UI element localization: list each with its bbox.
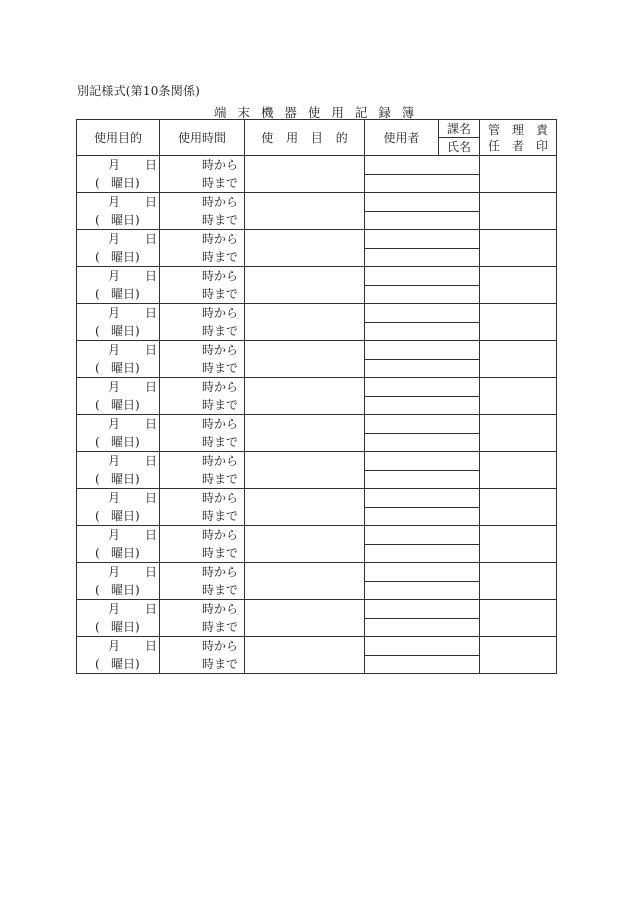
date-cell[interactable] — [77, 563, 160, 600]
time-from-label: 時から — [201, 158, 238, 172]
date-cell[interactable] — [77, 452, 160, 489]
purpose-cell[interactable] — [245, 304, 365, 341]
date-month-day-line — [77, 526, 159, 544]
date-cell[interactable] — [77, 415, 160, 452]
weekday-label: 曜日) — [111, 213, 140, 227]
day-label: 日 — [145, 528, 158, 542]
manager-seal-cell[interactable] — [480, 341, 557, 378]
time-to-label: 時まで — [201, 435, 238, 449]
date-cell[interactable] — [77, 267, 160, 304]
date-weekday-line — [77, 322, 159, 340]
weekday-label: 曜日) — [111, 657, 140, 671]
weekday-paren-open: ( — [95, 324, 100, 338]
form-title: 端 末 機 器 使 用 記 録 簿 — [214, 105, 415, 120]
user-dept-cell[interactable] — [365, 267, 480, 286]
table-row — [77, 156, 557, 175]
weekday-paren-open: ( — [95, 657, 100, 671]
table-row — [77, 193, 557, 212]
date-month-day-line — [77, 489, 159, 507]
time-from-label: 時から — [201, 565, 238, 579]
user-name-cell[interactable] — [365, 507, 480, 526]
month-label: 月 — [108, 306, 121, 320]
month-label: 月 — [108, 380, 121, 394]
time-cell[interactable] — [160, 378, 245, 415]
user-name-cell[interactable] — [365, 655, 480, 674]
user-dept-cell[interactable] — [365, 526, 480, 545]
weekday-paren-open: ( — [95, 287, 100, 301]
month-label: 月 — [108, 639, 121, 653]
weekday-label: 曜日) — [111, 620, 140, 634]
day-label: 日 — [145, 454, 158, 468]
time-cell[interactable] — [160, 489, 245, 526]
weekday-paren-open: ( — [95, 583, 100, 597]
time-to-label: 時まで — [201, 213, 238, 227]
purpose-cell[interactable] — [245, 415, 365, 452]
day-label: 日 — [145, 306, 158, 320]
weekday-label: 曜日) — [111, 324, 140, 338]
time-from-label: 時から — [201, 380, 238, 394]
time-cell[interactable] — [160, 563, 245, 600]
day-label: 日 — [145, 417, 158, 431]
date-cell[interactable] — [77, 637, 160, 674]
user-dept-cell[interactable] — [365, 341, 480, 360]
month-label: 月 — [108, 602, 121, 616]
header-purpose: 使 用 目 的 — [245, 120, 365, 156]
table-row — [77, 230, 557, 249]
user-dept-cell[interactable] — [365, 193, 480, 212]
time-to-label: 時まで — [201, 250, 238, 264]
user-dept-cell[interactable] — [365, 600, 480, 619]
manager-seal-cell[interactable] — [480, 563, 557, 600]
weekday-label: 曜日) — [111, 509, 140, 523]
purpose-cell[interactable] — [245, 341, 365, 378]
date-cell[interactable] — [77, 193, 160, 230]
weekday-label: 曜日) — [111, 435, 140, 449]
day-label: 日 — [145, 232, 158, 246]
table-row — [77, 489, 557, 508]
time-to-label: 時まで — [201, 176, 238, 190]
time-to-label: 時まで — [201, 287, 238, 301]
time-from-label: 時から — [201, 269, 238, 283]
table-row — [77, 415, 557, 434]
day-label: 日 — [145, 343, 158, 357]
purpose-cell[interactable] — [245, 193, 365, 230]
table-row — [77, 304, 557, 323]
weekday-label: 曜日) — [111, 361, 140, 375]
purpose-cell[interactable] — [245, 378, 365, 415]
user-name-cell[interactable] — [365, 359, 480, 378]
date-weekday-line — [77, 396, 159, 414]
time-from-label: 時から — [201, 195, 238, 209]
form-label: 別記様式(第10条関係) — [77, 84, 201, 98]
table-row — [77, 563, 557, 582]
date-weekday-line — [77, 359, 159, 377]
manager-seal-cell[interactable] — [480, 304, 557, 341]
time-to-label: 時まで — [201, 509, 238, 523]
time-cell[interactable] — [160, 193, 245, 230]
header-manager-line-1: 管 理 責 — [488, 122, 548, 137]
header-name: 氏名 — [439, 138, 480, 156]
manager-seal-cell[interactable] — [480, 156, 557, 193]
month-label: 月 — [108, 491, 121, 505]
user-name-cell[interactable] — [365, 174, 480, 193]
month-label: 月 — [108, 195, 121, 209]
month-label: 月 — [108, 528, 121, 542]
manager-seal-cell[interactable] — [480, 489, 557, 526]
date-month-day-line — [77, 230, 159, 248]
user-dept-cell[interactable] — [365, 230, 480, 249]
table-row — [77, 341, 557, 360]
time-cell[interactable] — [160, 156, 245, 193]
time-to-label: 時まで — [201, 546, 238, 560]
date-weekday-line — [77, 581, 159, 599]
weekday-paren-open: ( — [95, 176, 100, 190]
date-cell[interactable] — [77, 304, 160, 341]
header-dept: 課名 — [439, 120, 480, 138]
day-label: 日 — [145, 639, 158, 653]
month-label: 月 — [108, 343, 121, 357]
purpose-cell[interactable] — [245, 230, 365, 267]
header-user: 使用者 — [365, 120, 439, 156]
date-weekday-line — [77, 248, 159, 266]
table-row — [77, 637, 557, 656]
purpose-cell[interactable] — [245, 526, 365, 563]
time-from-label: 時から — [201, 343, 238, 357]
month-label: 月 — [108, 269, 121, 283]
day-label: 日 — [145, 380, 158, 394]
weekday-paren-open: ( — [95, 509, 100, 523]
date-cell[interactable] — [77, 156, 160, 193]
date-weekday-line — [77, 285, 159, 303]
date-weekday-line — [77, 544, 159, 562]
user-dept-cell[interactable] — [365, 415, 480, 434]
date-weekday-line — [77, 174, 159, 192]
time-from-label: 時から — [201, 306, 238, 320]
table-row — [77, 378, 557, 397]
date-month-day-line — [77, 600, 159, 618]
date-cell[interactable] — [77, 489, 160, 526]
user-dept-cell[interactable] — [365, 156, 480, 175]
weekday-paren-open: ( — [95, 620, 100, 634]
manager-seal-cell[interactable] — [480, 230, 557, 267]
time-from-label: 時から — [201, 602, 238, 616]
date-month-day-line — [77, 563, 159, 581]
time-cell[interactable] — [160, 304, 245, 341]
date-cell[interactable] — [77, 230, 160, 267]
time-to-label: 時まで — [201, 657, 238, 671]
weekday-label: 曜日) — [111, 583, 140, 597]
date-month-day-line — [77, 378, 159, 396]
weekday-label: 曜日) — [111, 472, 140, 486]
table-row — [77, 526, 557, 545]
time-from-label: 時から — [201, 491, 238, 505]
header-manager-line-2: 任 者 印 — [488, 138, 548, 153]
table-row — [77, 267, 557, 286]
date-month-day-line — [77, 193, 159, 211]
month-label: 月 — [108, 417, 121, 431]
date-month-day-line — [77, 415, 159, 433]
time-to-label: 時まで — [201, 398, 238, 412]
time-cell[interactable] — [160, 230, 245, 267]
user-dept-cell[interactable] — [365, 489, 480, 508]
month-label: 月 — [108, 232, 121, 246]
manager-seal-cell[interactable] — [480, 452, 557, 489]
day-label: 日 — [145, 602, 158, 616]
day-label: 日 — [145, 195, 158, 209]
header-time: 使用時間 — [160, 120, 245, 156]
user-name-cell[interactable] — [365, 581, 480, 600]
time-cell[interactable] — [160, 341, 245, 378]
user-dept-cell[interactable] — [365, 452, 480, 471]
time-cell[interactable] — [160, 267, 245, 304]
log-body — [77, 156, 557, 674]
month-label: 月 — [108, 454, 121, 468]
time-from-label: 時から — [201, 417, 238, 431]
user-name-cell[interactable] — [365, 618, 480, 637]
weekday-label: 曜日) — [111, 250, 140, 264]
purpose-cell[interactable] — [245, 600, 365, 637]
time-cell[interactable] — [160, 637, 245, 674]
weekday-label: 曜日) — [111, 176, 140, 190]
time-from-label: 時から — [201, 639, 238, 653]
time-from-label: 時から — [201, 528, 238, 542]
date-month-day-line — [77, 267, 159, 285]
user-name-cell[interactable] — [365, 322, 480, 341]
purpose-cell[interactable] — [245, 452, 365, 489]
purpose-cell[interactable] — [245, 267, 365, 304]
day-label: 日 — [145, 158, 158, 172]
purpose-cell[interactable] — [245, 156, 365, 193]
manager-seal-cell[interactable] — [480, 526, 557, 563]
header-manager-seal — [480, 120, 557, 156]
user-name-cell[interactable] — [365, 470, 480, 489]
date-month-day-line — [77, 156, 159, 174]
date-cell[interactable] — [77, 526, 160, 563]
user-name-cell[interactable] — [365, 285, 480, 304]
day-label: 日 — [145, 269, 158, 283]
manager-seal-cell[interactable] — [480, 193, 557, 230]
weekday-paren-open: ( — [95, 435, 100, 449]
usage-log-table — [76, 119, 557, 674]
weekday-paren-open: ( — [95, 546, 100, 560]
date-month-day-line — [77, 452, 159, 470]
time-to-label: 時まで — [201, 361, 238, 375]
manager-seal-cell[interactable] — [480, 267, 557, 304]
date-month-day-line — [77, 341, 159, 359]
purpose-cell[interactable] — [245, 637, 365, 674]
date-weekday-line — [77, 470, 159, 488]
time-to-label: 時まで — [201, 620, 238, 634]
purpose-cell[interactable] — [245, 563, 365, 600]
month-label: 月 — [108, 565, 121, 579]
date-cell[interactable] — [77, 378, 160, 415]
weekday-label: 曜日) — [111, 398, 140, 412]
time-cell[interactable] — [160, 415, 245, 452]
user-dept-cell[interactable] — [365, 563, 480, 582]
weekday-label: 曜日) — [111, 287, 140, 301]
weekday-label: 曜日) — [111, 546, 140, 560]
user-dept-cell[interactable] — [365, 304, 480, 323]
weekday-paren-open: ( — [95, 250, 100, 264]
time-to-label: 時まで — [201, 472, 238, 486]
date-weekday-line — [77, 433, 159, 451]
manager-seal-cell[interactable] — [480, 415, 557, 452]
time-cell[interactable] — [160, 452, 245, 489]
user-dept-cell[interactable] — [365, 378, 480, 397]
date-cell[interactable] — [77, 600, 160, 637]
user-name-cell[interactable] — [365, 433, 480, 452]
header-date: 使用目的 — [77, 120, 160, 156]
date-weekday-line — [77, 211, 159, 229]
weekday-paren-open: ( — [95, 213, 100, 227]
time-from-label: 時から — [201, 454, 238, 468]
date-cell[interactable] — [77, 341, 160, 378]
table-row — [77, 600, 557, 619]
manager-seal-cell[interactable] — [480, 637, 557, 674]
date-weekday-line — [77, 507, 159, 525]
time-to-label: 時まで — [201, 324, 238, 338]
manager-seal-cell[interactable] — [480, 378, 557, 415]
day-label: 日 — [145, 491, 158, 505]
manager-seal-cell[interactable] — [480, 600, 557, 637]
date-weekday-line — [77, 655, 159, 673]
user-name-cell[interactable] — [365, 396, 480, 415]
date-weekday-line — [77, 618, 159, 636]
weekday-paren-open: ( — [95, 361, 100, 375]
time-to-label: 時まで — [201, 583, 238, 597]
date-month-day-line — [77, 637, 159, 655]
user-name-cell[interactable] — [365, 211, 480, 230]
table-row — [77, 452, 557, 471]
time-cell[interactable] — [160, 600, 245, 637]
time-cell[interactable] — [160, 526, 245, 563]
time-from-label: 時から — [201, 232, 238, 246]
weekday-paren-open: ( — [95, 472, 100, 486]
purpose-cell[interactable] — [245, 489, 365, 526]
user-name-cell[interactable] — [365, 248, 480, 267]
weekday-paren-open: ( — [95, 398, 100, 412]
user-name-cell[interactable] — [365, 544, 480, 563]
month-label: 月 — [108, 158, 121, 172]
date-month-day-line — [77, 304, 159, 322]
user-dept-cell[interactable] — [365, 637, 480, 656]
day-label: 日 — [145, 565, 158, 579]
